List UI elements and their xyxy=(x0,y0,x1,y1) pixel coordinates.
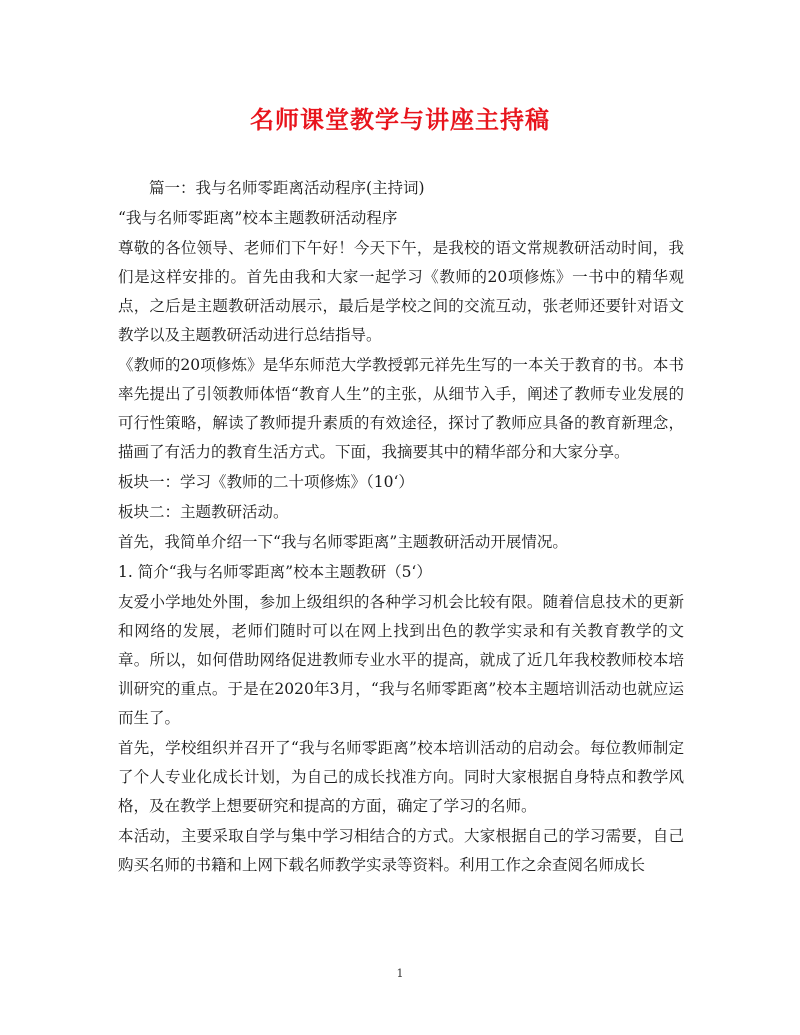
document-body xyxy=(118,174,684,881)
body-paragraph: 板块一：学习《教师的二十项修炼》（10‘） xyxy=(118,473,414,491)
body-paragraph: 《教师的20项修炼》是华东师范大学教授郭元祥先生写的一本关于教育的书。本书率先提出了引领教师体悟“教育人生”的主张，从细节入手，阐述了教师专业发展的可行性策略，解读了教师提升素质的有效途径，探讨了教师应具备的教育新理念，描画了有活力的教育生活方式。下面，我摘要其中的精华部分和大家分享。 xyxy=(118,356,684,461)
body-paragraph: 首先，学校组织并召开了“我与名师零距离”校本培训活动的启动会。每位教师制定了个人专业化成长计划，为自己的成长找准方向。同时大家根据自身特点和教学风格，及在教学上想要研究和提高的方面，确定了学习的名师。 xyxy=(118,739,684,815)
page-number: 1 xyxy=(396,967,404,980)
section-heading: 篇一：我与名师零距离活动程序(主持词) xyxy=(149,179,425,197)
body-paragraph: 本活动，主要采取自学与集中学习相结合的方式。大家根据自己的学习需要，自己购买名师的书籍和上网下载名师教学实录等资料。利用工作之余查阅名师成长 xyxy=(118,827,684,874)
body-paragraph: 1. 简介“我与名师零距离”校本主题教研（5‘） xyxy=(118,563,432,581)
body-paragraph: 首先，我简单介绍一下“我与名师零距离”主题教研活动开展情况。 xyxy=(118,533,568,551)
body-paragraph: 友爱小学地处外围，参加上级组织的各种学习机会比较有限。随着信息技术的更新和网络的发展，老师们随时可以在网上找到出色的教学实录和有关教育教学的文章。所以，如何借助网络促进教师专业水平的提高，就成了近几年我校教师校本培训研究的重点。于是在2020年3月，“我与名师零距离”校本主题培训活动也就应运而生了。 xyxy=(118,593,684,727)
body-paragraph: 尊敬的各位领导、老师们下午好！今天下午，是我校的语文常规教研活动时间，我们是这样安排的。首先由我和大家一起学习《教师的20项修炼》一书中的精华观点，之后是主题教研活动展示，最后是学校之间的交流互动，张老师还要针对语文教学以及主题教研活动进行总结指导。 xyxy=(118,239,684,344)
subheading: “我与名师零距离”校本主题教研活动程序 xyxy=(118,209,398,227)
document-title: 名师课堂教学与讲座主持稿 xyxy=(250,105,550,134)
body-paragraph: 板块二：主题教研活动。 xyxy=(118,503,289,521)
